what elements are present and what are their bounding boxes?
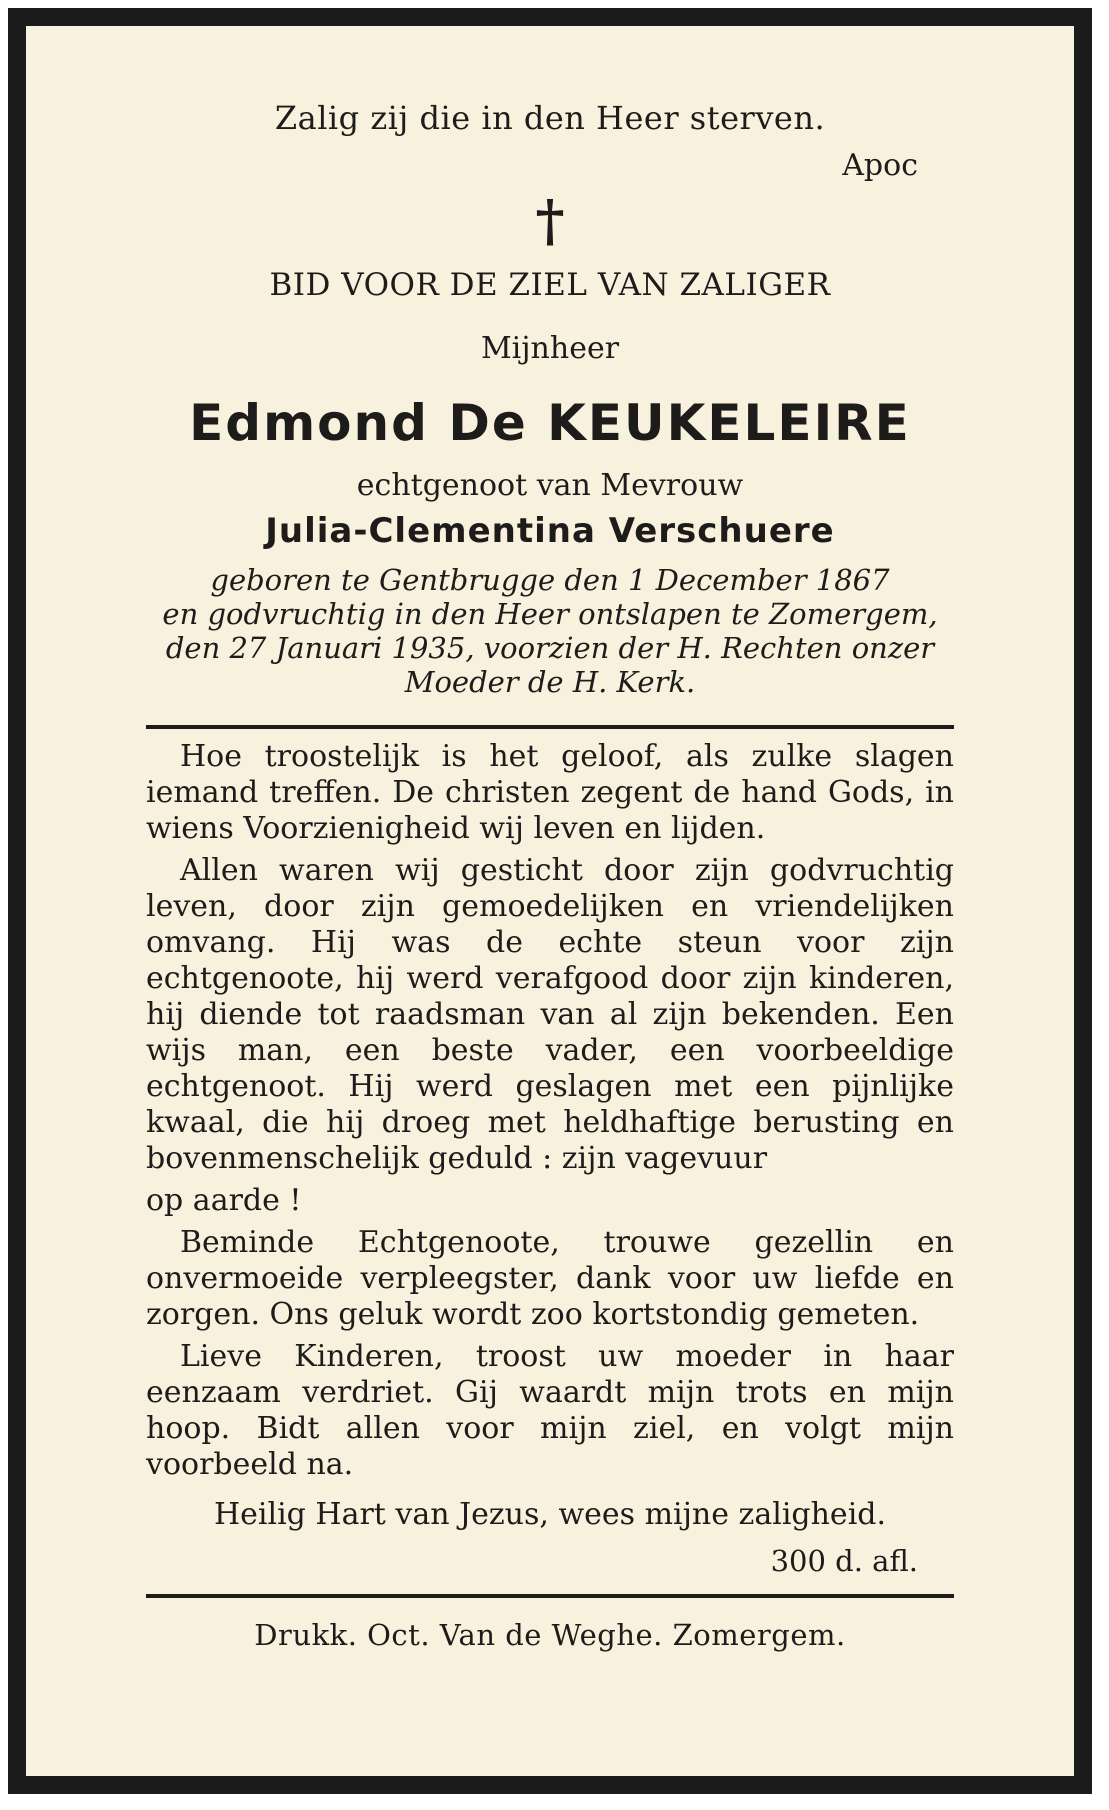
eulogy-paragraph: Allen waren wij gesticht door zijn godvruchtig leven, door zijn gemoedelijken en vriendelijken omvang. Hij was de echte steun voor zijn echtgenoote, hij werd verafgood door zijn kinderen, hij diende tot raadsman van al zijn bekenden. Een wijs man, een beste vader, een voorbeeldige echtgenoot. Hij werd geslagen met een pijnlijke kwaal, die hij droeg met heldhaftige berusting en bovenmenschelijk geduld : zijn vagevuur bbox=[146, 853, 954, 1176]
motto: Zalig zij die in den Heer sterven. bbox=[274, 99, 826, 137]
eulogy-text bbox=[146, 739, 954, 1483]
spouse-name: Julia-Clementina Verschuere bbox=[265, 511, 835, 551]
honorific-title: Mijnheer bbox=[480, 331, 620, 366]
memorial-card bbox=[8, 8, 1092, 1794]
bio-line: en godvruchtig in den Heer ontslapen te Zomergem, bbox=[162, 597, 938, 631]
bio-line: den 27 Januari 1935, voorzien der H. Rechten onzer bbox=[165, 631, 935, 665]
eulogy-paragraph: op aarde ! bbox=[146, 1183, 302, 1218]
bio-line: geboren te Gentbrugge den 1 December 1867 bbox=[210, 563, 890, 597]
eulogy-paragraph: Lieve Kinderen, troost uw moeder in haar eenzaam verdriet. Gij waardt mijn trots en mijn hoop. Bidt allen voor mijn ziel, en volgt mijn voorbeeld na. bbox=[146, 1339, 954, 1482]
invocation: Heilig Hart van Jezus, wees mijne zaligheid. bbox=[213, 1497, 887, 1532]
printer-credit: Drukk. Oct. Van de Weghe. Zomergem. bbox=[254, 1618, 846, 1652]
divider-bottom bbox=[146, 1594, 954, 1598]
prayer-heading: BID VOOR DE ZIEL VAN ZALIGER bbox=[269, 267, 831, 303]
eulogy-paragraph: Beminde Echtgenoote, trouwe gezellin en onvermoeide verpleegster, dank voor uw liefde en zorgen. Ons geluk wordt zoo kortstondig gemeten. bbox=[146, 1225, 954, 1332]
card-paper bbox=[26, 26, 1074, 1776]
motto-reference: Apoc bbox=[842, 148, 918, 183]
cross-icon: † bbox=[535, 188, 565, 254]
deceased-name: Edmond De KEUKELEIRE bbox=[189, 394, 911, 452]
eulogy-paragraph: Hoe troostelijk is het geloof, als zulke slagen iemand treffen. De christen zegent de hand Gods, in wiens Voorzienigheid wij leven en lijden. bbox=[146, 739, 954, 846]
biography bbox=[146, 563, 954, 699]
indulgence-note: 300 d. afl. bbox=[770, 1544, 918, 1578]
bio-line: Moeder de H. Kerk. bbox=[404, 665, 696, 699]
divider-top bbox=[146, 725, 954, 729]
relation-text: echtgenoot van Mevrouw bbox=[356, 468, 744, 503]
